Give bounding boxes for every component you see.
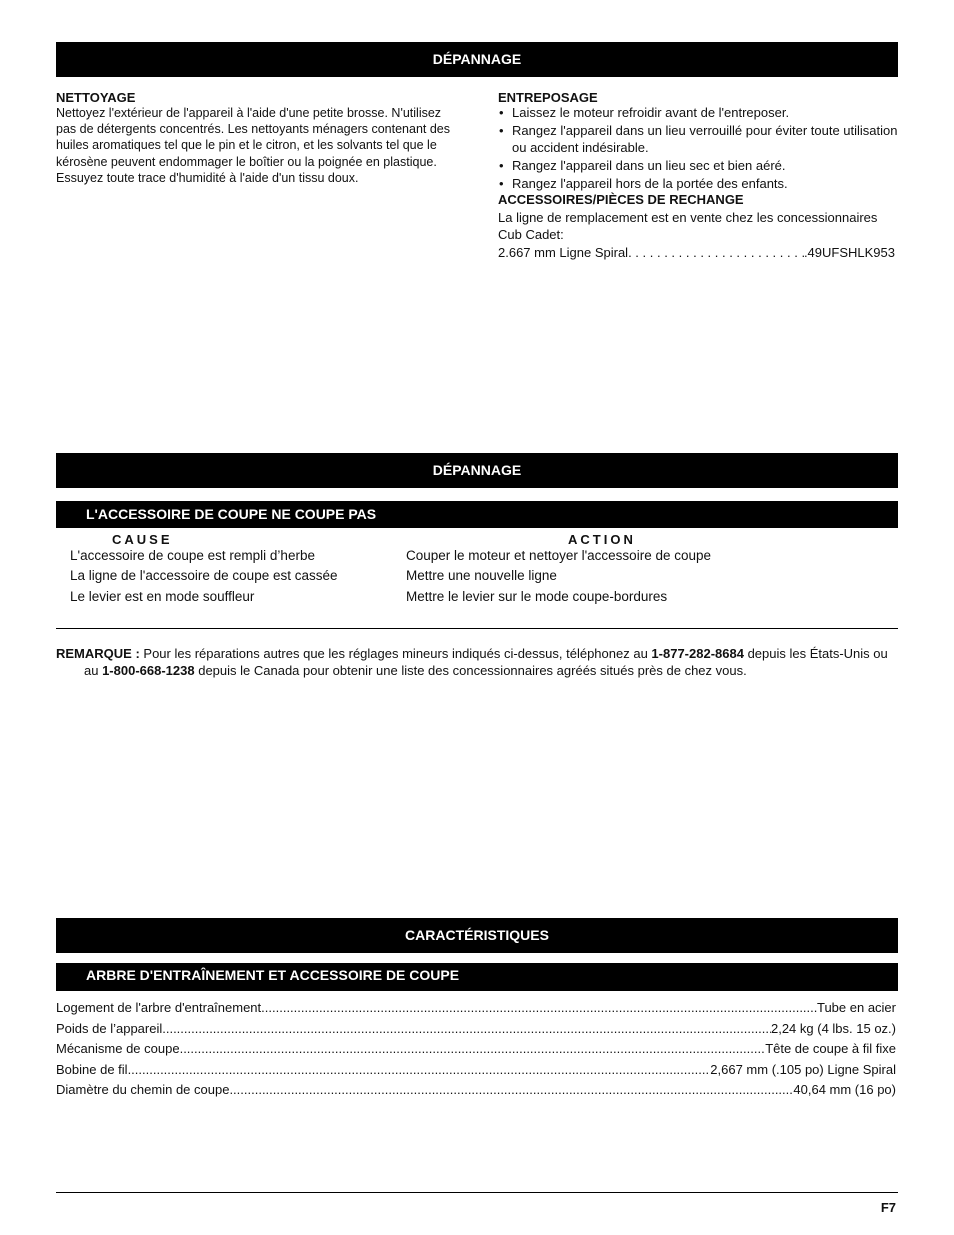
accessories-body: La ligne de remplacement est en vente chez les concessionnaires Cub Cadet: — [498, 209, 878, 242]
remark-label: REMARQUE : — [56, 646, 140, 661]
spec-label: Poids de l’appareil — [56, 1020, 163, 1036]
cause-cell: La ligne de l'accessoire de coupe est cassée — [70, 568, 338, 583]
remark-text: Pour les réparations autres que les réglages mineurs indiqués ci-dessus, téléphonez au — [139, 646, 652, 661]
spec-row — [56, 1040, 896, 1061]
list-item: • Rangez l'appareil hors de la portée des enfants. — [498, 176, 898, 193]
spec-table — [56, 999, 896, 1102]
section-header-depannage-top: DÉPANNAGE — [56, 42, 898, 77]
storage-list — [498, 105, 898, 192]
dot-leader — [628, 244, 804, 261]
part-name: 2.667 mm Ligne Spiral — [498, 244, 629, 260]
list-item: • Rangez l'appareil dans un lieu sec et bien aéré. — [498, 158, 898, 175]
spec-value: 2,24 kg (4 lbs. 15 oz.) — [770, 1020, 896, 1036]
remark-paragraph — [56, 645, 898, 679]
cause-cell: L'accessoire de coupe est rempli d’herbe — [70, 548, 315, 563]
part-number: .49UFSHLK953 — [803, 244, 895, 260]
dot-leader — [162, 1020, 771, 1041]
action-column-header: ACTION — [568, 532, 636, 547]
page-number: F7 — [880, 1200, 896, 1215]
specs-subheader: ARBRE D'ENTRAÎNEMENT ET ACCESSOIRE DE COUPE — [56, 963, 898, 991]
remark-text: depuis le Canada pour obtenir une liste des concessionnaires agréés situés près de chez vous. — [194, 663, 747, 678]
phone-canada: 1-800-668-1238 — [102, 663, 195, 678]
spec-row — [56, 999, 896, 1020]
accessory-part-row — [498, 244, 895, 261]
spec-row — [56, 1020, 896, 1041]
spec-row — [56, 1081, 896, 1102]
spec-label: Bobine de fil — [56, 1061, 128, 1077]
spec-label: Logement de l'arbre d'entraînement — [56, 1000, 262, 1015]
phone-us: 1-877-282-8684 — [651, 646, 744, 661]
list-item: • Rangez l'appareil dans un lieu verrouillé pour éviter toute utilisation ou accident indésirable. — [498, 123, 898, 156]
cause-column-header: CAUSE — [112, 532, 173, 547]
spec-row — [56, 1061, 896, 1082]
dot-leader — [128, 1061, 711, 1082]
section-header-depannage: DÉPANNAGE — [56, 453, 898, 488]
divider — [56, 628, 898, 629]
cause-cell: Le levier est en mode souffleur — [70, 589, 255, 604]
section-header-caracteristiques: CARACTÉRISTIQUES — [56, 918, 898, 953]
spec-value: Tête de coupe à fil fixe — [765, 1041, 896, 1056]
cleaning-title: NETTOYAGE — [56, 90, 136, 105]
action-cell: Mettre le levier sur le mode coupe-bordures — [406, 589, 668, 604]
footer-divider — [56, 1192, 898, 1193]
list-item: • Laissez le moteur refroidir avant de l'entreposer. — [498, 105, 898, 122]
remark-text: depuis les États-Unis ou au — [84, 646, 888, 678]
spec-value: 2,667 mm (.105 po) Ligne Spiral — [710, 1061, 896, 1077]
cleaning-body: Nettoyez l'extérieur de l'appareil à l'aide d'une petite brosse. N'utilisez pas de détergents concentrés. Les nettoyants ménagers contenant des huiles aromatiques tel que le pin et le citron, et les solvants tel que le kérosène peuvent endommager le boîtier ou la poignée en plastique. Essuyez toute trace d'humidité à l'aide d'un tissu doux. — [56, 106, 451, 185]
cleaning-section — [56, 90, 456, 186]
storage-title: ENTREPOSAGE — [498, 90, 598, 105]
action-cell: Couper le moteur et nettoyer l'accessoire de coupe — [406, 548, 711, 563]
spec-label: Mécanisme de coupe — [56, 1041, 180, 1056]
spec-label: Diamètre du chemin de coupe — [56, 1082, 230, 1097]
dot-leader — [180, 1040, 766, 1061]
action-cell: Mettre une nouvelle ligne — [406, 568, 557, 583]
spec-value: Tube en acier — [816, 1000, 896, 1015]
trouble-subheader: L'ACCESSOIRE DE COUPE NE COUPE PAS — [56, 501, 898, 528]
dot-leader — [261, 999, 817, 1020]
spec-value: 40,64 mm (16 po) — [793, 1082, 896, 1097]
storage-section — [498, 90, 898, 261]
dot-leader — [229, 1081, 793, 1102]
accessories-title: ACCESSOIRES/PIÈCES DE RECHANGE — [498, 191, 744, 207]
